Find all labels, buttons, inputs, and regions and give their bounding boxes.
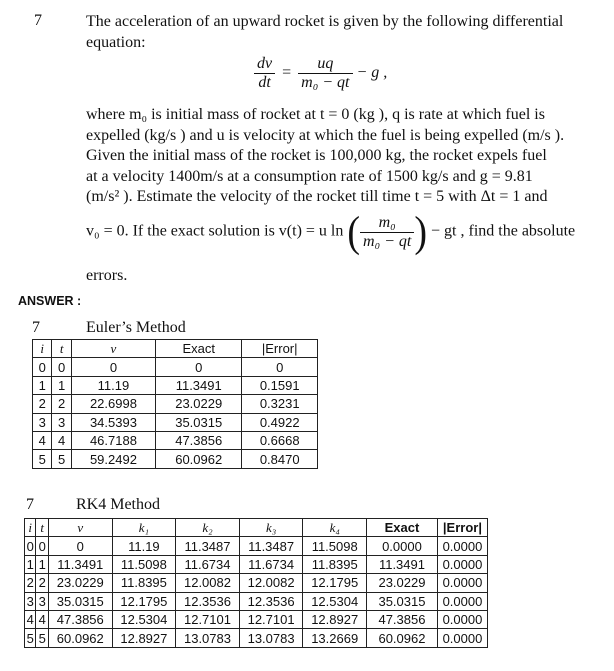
euler-table-row-cell: 0 — [156, 358, 242, 376]
where-line-3: Given the initial mass of the rocket is 100,000 kg, the rocket expels fuel — [86, 147, 547, 164]
euler-table-row-cell: 46.7188 — [71, 431, 155, 449]
euler-table-row-cell: 0.8470 — [242, 450, 318, 468]
where-line-2: expelled (kg/s ) and u is velocity at which the fuel is being expelled (m/s ). — [86, 126, 565, 144]
rk4-header-row — [25, 519, 488, 537]
rk4-table-row-cell: 5 — [25, 629, 36, 647]
exact-pre: v₀ = 0. If the exact solution is v(t) = u ln — [86, 222, 344, 240]
rk4-table-row-cell: 12.1795 — [112, 592, 176, 610]
rk4-table-row-cell: 0.0000 — [437, 574, 487, 592]
euler-table-row-cell: 0.6668 — [242, 431, 318, 449]
rk4-table-row-cell: 47.3856 — [48, 610, 112, 628]
eq-tail: − g , — [356, 64, 388, 82]
rk4-table-row — [25, 555, 488, 573]
question-body — [86, 105, 592, 208]
rk4-table-row-cell: 0.0000 — [437, 610, 487, 628]
euler-table-row — [33, 395, 318, 413]
rk4-table-row-cell: 12.0082 — [239, 574, 303, 592]
rk4-table-row-cell: 12.0082 — [176, 574, 240, 592]
euler-table-row — [33, 358, 318, 376]
rk4-table-row-cell: 0 — [25, 537, 36, 555]
rk4-col-k2: k₂ — [176, 519, 240, 537]
euler-table-row-cell: 4 — [52, 431, 71, 449]
rk4-col-k3: k₃ — [239, 519, 303, 537]
euler-table — [32, 339, 318, 469]
euler-table-row-cell: 23.0229 — [156, 395, 242, 413]
ode-equation: $\frac{dv}{dt}$ = $\frac{uq}{\text{m₀ − qt}}$ − g , — [254, 55, 387, 92]
rk4-col-v: v — [48, 519, 112, 537]
rk4-table — [24, 518, 488, 648]
rk4-table-row-cell: 11.8395 — [112, 574, 176, 592]
rk4-table-row-cell: 0.0000 — [437, 629, 487, 647]
euler-col-exact: Exact — [156, 340, 242, 358]
euler-table-row-cell: 22.6998 — [71, 395, 155, 413]
exact-num: m₀ — [360, 214, 414, 233]
euler-table-row — [33, 376, 318, 394]
euler-table-row-cell: 2 — [52, 395, 71, 413]
rk4-table-row-cell: 11.19 — [112, 537, 176, 555]
euler-table-row-cell: 0 — [71, 358, 155, 376]
rk4-table-row-cell: 35.0315 — [48, 592, 112, 610]
euler-col-i: i — [33, 340, 52, 358]
euler-table-row-cell: 34.5393 — [71, 413, 155, 431]
rk4-table-row-cell: 1 — [25, 555, 36, 573]
eq-dt: dt — [258, 74, 271, 91]
euler-col-error: |Error| — [242, 340, 318, 358]
intro-line-1: The acceleration of an upward rocket is given by the following differential — [86, 13, 564, 30]
rk4-table-row-cell: 12.5304 — [112, 610, 176, 628]
rk4-table-row-cell: 47.3856 — [367, 610, 438, 628]
answer-label: ANSWER : — [18, 294, 82, 308]
rk4-table-row-cell: 13.0783 — [176, 629, 240, 647]
rk4-table-row-cell: 4 — [36, 610, 49, 628]
rk4-col-t: t — [36, 519, 49, 537]
euler-table-row-cell: 1 — [33, 376, 52, 394]
rk4-table-row-cell: 13.0783 — [239, 629, 303, 647]
euler-table-row — [33, 413, 318, 431]
rk4-table-row — [25, 537, 488, 555]
euler-table-row-cell: 4 — [33, 431, 52, 449]
rk4-table-row-cell: 0.0000 — [437, 537, 487, 555]
rk4-table-row-cell: 11.3487 — [176, 537, 240, 555]
rk4-table-row-cell: 3 — [36, 592, 49, 610]
rk4-table-row-cell: 1 — [36, 555, 49, 573]
rk4-table-row-cell: 2 — [36, 574, 49, 592]
rk4-col-k4: k₄ — [303, 519, 367, 537]
euler-table-row-cell: 11.19 — [71, 376, 155, 394]
rk4-table-row-cell: 11.3491 — [367, 555, 438, 573]
rk4-col-i: i — [25, 519, 36, 537]
rk4-table-row-cell: 11.6734 — [176, 555, 240, 573]
where-line-1: where m₀ is initial mass of rocket at t = 0 (kg ), q is rate at which fuel is — [86, 106, 545, 123]
rk4-table-row-cell: 23.0229 — [48, 574, 112, 592]
rk4-table-row-cell: 0.0000 — [437, 555, 487, 573]
rk4-col-k1: k₁ — [112, 519, 176, 537]
rk4-table-row-cell: 11.5098 — [112, 555, 176, 573]
rk4-table-row-cell: 60.0962 — [48, 629, 112, 647]
where-line-5: (m/s² ). Estimate the velocity of the rocket till time t = 5 with Δt = 1 and — [86, 188, 548, 205]
question-intro — [86, 12, 592, 53]
euler-title: Euler’s Method — [86, 319, 186, 336]
rk4-table-row-cell: 11.5098 — [303, 537, 367, 555]
euler-col-t: t — [52, 340, 71, 358]
euler-table-row-cell: 0.4922 — [242, 413, 318, 431]
rk4-table-row-cell: 35.0315 — [367, 592, 438, 610]
euler-table-row-cell: 5 — [33, 450, 52, 468]
rk4-table-row-cell: 12.8927 — [303, 610, 367, 628]
rk4-table-row-cell: 0 — [48, 537, 112, 555]
rk4-table-row-cell: 0.0000 — [437, 592, 487, 610]
exact-solution-line: v₀ = 0. If the exact solution is v(t) = u ln ( $\frac{\text{m₀}}{\text{m₀ − qt}}$ ) − gt , find the absolute — [86, 207, 576, 257]
rk4-table-row — [25, 574, 488, 592]
rk4-table-row-cell: 0 — [36, 537, 49, 555]
rk4-table-row-cell: 12.7101 — [176, 610, 240, 628]
rk4-table-row-cell: 12.7101 — [239, 610, 303, 628]
rk4-table-row — [25, 610, 488, 628]
euler-table-row-cell: 3 — [52, 413, 71, 431]
rk4-col-exact: Exact — [367, 519, 438, 537]
rk4-table-row-cell: 0.0000 — [367, 537, 438, 555]
rk4-table-row-cell: 11.6734 — [239, 555, 303, 573]
euler-table-row-cell: 0.1591 — [242, 376, 318, 394]
rk4-number: 7 — [26, 496, 34, 513]
euler-table-row-cell: 5 — [52, 450, 71, 468]
question-number: 7 — [34, 12, 42, 29]
rk4-table-row-cell: 23.0229 — [367, 574, 438, 592]
rk4-table-row-cell: 11.3491 — [48, 555, 112, 573]
rk4-table-row-cell: 5 — [36, 629, 49, 647]
euler-table-row-cell: 1 — [52, 376, 71, 394]
euler-table-row-cell: 2 — [33, 395, 52, 413]
rk4-table-row-cell: 11.3487 — [239, 537, 303, 555]
euler-header-row — [33, 340, 318, 358]
euler-table-row — [33, 450, 318, 468]
rk4-title: RK4 Method — [76, 496, 160, 513]
euler-table-row-cell: 3 — [33, 413, 52, 431]
rk4-table-row — [25, 592, 488, 610]
euler-table-row-cell: 0.3231 — [242, 395, 318, 413]
rk4-table-row-cell: 3 — [25, 592, 36, 610]
euler-table-row-cell: 0 — [242, 358, 318, 376]
euler-table-row-cell: 35.0315 — [156, 413, 242, 431]
euler-table-row-cell: 0 — [52, 358, 71, 376]
euler-table-row-cell: 0 — [33, 358, 52, 376]
rk4-table-row-cell: 12.1795 — [303, 574, 367, 592]
rk4-table-row-cell: 12.3536 — [176, 592, 240, 610]
exact-den: m₀ − qt — [363, 232, 412, 250]
euler-table-row — [33, 431, 318, 449]
rk4-table-row-cell: 12.3536 — [239, 592, 303, 610]
euler-table-row-cell: 11.3491 — [156, 376, 242, 394]
rk4-table-row-cell: 60.0962 — [367, 629, 438, 647]
rk4-table-row-cell: 4 — [25, 610, 36, 628]
euler-table-row-cell: 59.2492 — [71, 450, 155, 468]
where-line-4: at a velocity 1400m/s at a consumption rate of 1500 kg/s and g = 9.81 — [86, 167, 533, 185]
rk4-table-row-cell: 12.5304 — [303, 592, 367, 610]
errors-text: errors. — [86, 267, 128, 284]
exact-post: − gt , find the absolute — [431, 222, 576, 240]
rk4-table-row-cell: 11.8395 — [303, 555, 367, 573]
euler-col-v: v — [71, 340, 155, 358]
rk4-table-row-cell: 12.8927 — [112, 629, 176, 647]
eq-uq: uq — [298, 55, 352, 74]
rk4-col-error: |Error| — [437, 519, 487, 537]
eq-dv: dv — [254, 55, 275, 74]
rk4-table-row-cell: 13.2669 — [303, 629, 367, 647]
euler-table-row-cell: 60.0962 — [156, 450, 242, 468]
eq-denominator: m₀ − qt — [301, 74, 350, 91]
intro-line-2: equation: — [86, 33, 146, 51]
rk4-table-row — [25, 629, 488, 647]
euler-table-row-cell: 47.3856 — [156, 431, 242, 449]
euler-number: 7 — [32, 319, 40, 336]
rk4-table-row-cell: 2 — [25, 574, 36, 592]
